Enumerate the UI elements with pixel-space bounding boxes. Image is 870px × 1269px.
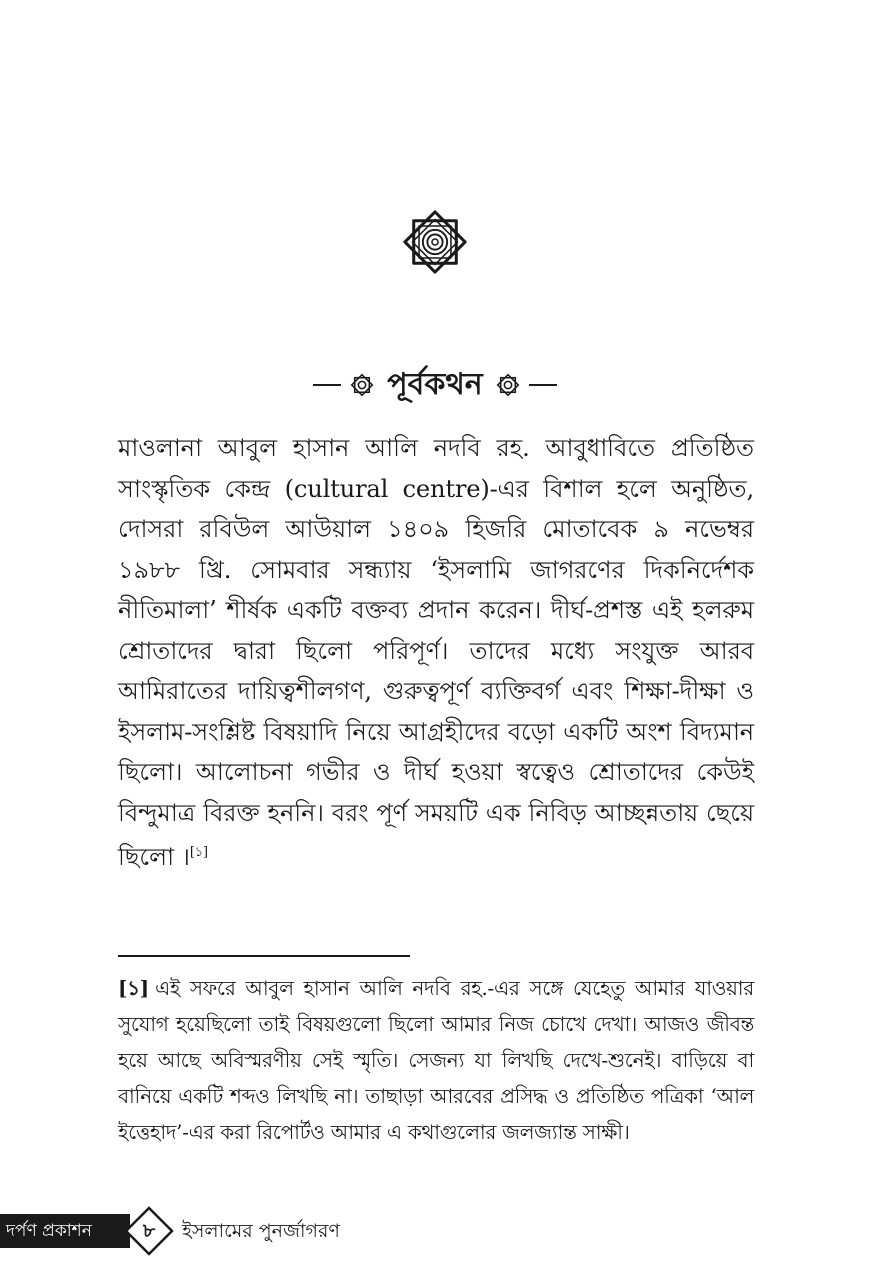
octagram-ornament-icon	[397, 204, 473, 280]
footnote-divider	[118, 955, 410, 957]
small-octagram-ornament-icon	[349, 372, 375, 398]
body-text	[118, 428, 754, 878]
heading-left-line	[313, 384, 341, 386]
page-number: ৮	[142, 1220, 156, 1242]
small-octagram-ornament-icon	[495, 372, 521, 398]
footnote-paragraph	[118, 970, 754, 1151]
publisher-label: দর্পণ প্রকাশন	[0, 1214, 130, 1248]
footnote-reference[interactable]: [১]	[189, 845, 208, 860]
heading-right-line	[529, 384, 557, 386]
section-heading	[0, 360, 870, 410]
heading-title: পূর্বকথন	[387, 366, 483, 402]
footnote-text: এই সফরে আবুল হাসান আলি নদবি রহ.-এর সঙ্গে যেহেতু আমার যাওয়ার সুযোগ হয়েছিলো তাই বিষয়গুলো ছিলো আমার নিজ চোখে দেখা। আজও জীবন্ত হয়ে আছে অবিস্মরণীয় সেই স্মৃতি। সেজন্য যা লিখছি দেখে-শুনেই। বাড়িয়ে বা বানিয়ে একটি শব্দও লিখছি না। তাছাড়া আরবের প্রসিদ্ধ ও প্রতিষ্ঠিত পত্রিকা ‘আল ইত্তেহাদ’-এর করা রিপোর্টও আমার এ কথাগুলোর জলজ্যান্ত সাক্ষী।	[118, 977, 754, 1144]
book-title: ইসলামের পুনর্জাগরণ	[182, 1220, 340, 1242]
page-footer	[0, 1206, 870, 1256]
body-paragraph: মাওলানা আবুল হাসান আলি নদবি রহ. আবুধাবিতে প্রতিষ্ঠিত সাংস্কৃতিক কেন্দ্র (cultural centre)-এর বিশাল হলে অনুষ্ঠিত, দোসরা রবিউল আউয়াল ১৪০৯ হিজরি মোতাবেক ৯ নভেম্বর ১৯৮৮ খ্রি. সোমবার সন্ধ্যায় ‘ইসলামি জাগরণের দিকনির্দেশক নীতিমালা’ শীর্ষক একটি বক্তব্য প্রদান করেন। দীর্ঘ-প্রশস্ত এই হলরুম শ্রোতাদের দ্বারা ছিলো পরিপূর্ণ। তাদের মধ্যে সংযুক্ত আরব আমিরাতের দায়িত্বশীলগণ, গুরুত্বপূর্ণ ব্যক্তিবর্গ এবং শিক্ষা-দীক্ষা ও ইসলাম-সংশ্লিষ্ট বিষয়াদি নিয়ে আগ্রহীদের বড়ো একটি অংশ বিদ্যমান ছিলো। আলোচনা গভীর ও দীর্ঘ হওয়া স্বত্বেও শ্রোতাদের কেউই বিন্দুমাত্র বিরক্ত হননি। বরং পূর্ণ সময়টি এক নিবিড় আচ্ছন্নতায় ছেয়ে ছিলো ।[১]	[118, 434, 754, 872]
footnote	[118, 970, 754, 1151]
footnote-marker: [১]	[118, 976, 149, 1000]
